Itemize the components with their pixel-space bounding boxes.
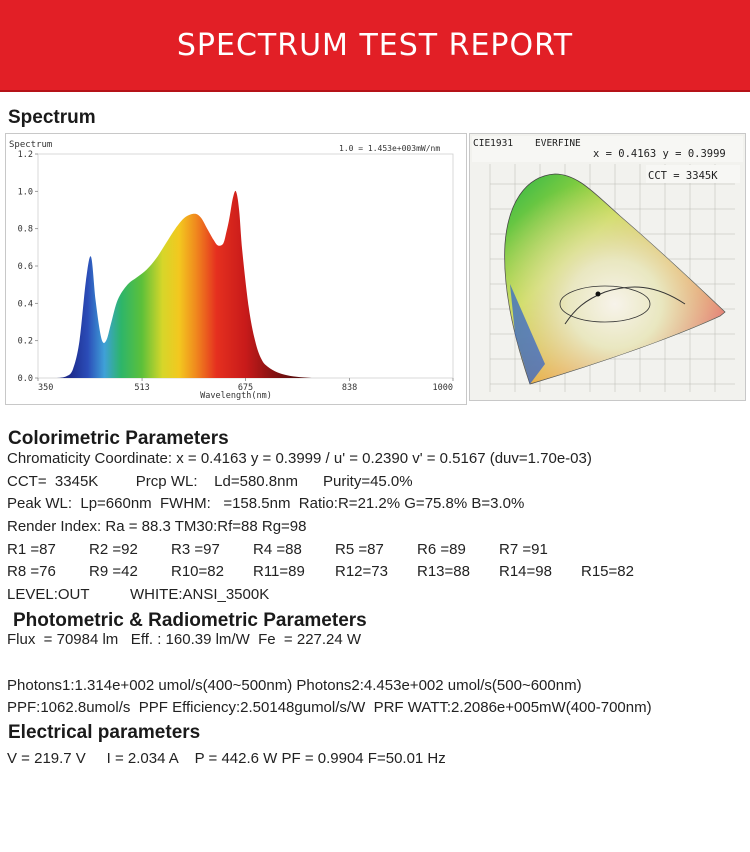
chromaticity-line: Chromaticity Coordinate: x = 0.4163 y = 0.3999 / u' = 0.2390 v' = 0.5167 (duv=1.70e-03) bbox=[7, 450, 592, 467]
y-tick-label: 1.2 bbox=[17, 150, 33, 160]
report-title: SPECTRUM TEST REPORT bbox=[176, 28, 574, 63]
spectrum-curve bbox=[57, 191, 312, 378]
chart-title: Spectrum bbox=[9, 140, 53, 150]
cie-svg bbox=[470, 134, 745, 400]
r-value: R14=98 bbox=[499, 563, 552, 580]
colorimetric-heading: Colorimetric Parameters bbox=[8, 428, 229, 449]
r-value: R12=73 bbox=[335, 563, 388, 580]
white-label: WHITE:ANSI_3500K bbox=[130, 586, 270, 603]
photons-line: Photons1:1.314e+002 umol/s(400~500nm) Photons2:4.453e+002 umol/s(500~600nm) bbox=[7, 677, 582, 694]
y-tick-label: 0.6 bbox=[17, 262, 33, 272]
cie-coordinates: x = 0.4163 y = 0.3999 bbox=[593, 148, 726, 160]
cie-cct: CCT = 3345K bbox=[648, 170, 718, 182]
y-tick-label: 0.0 bbox=[17, 374, 33, 384]
photometric-heading: Photometric & Radiometric Parameters bbox=[13, 610, 367, 631]
scale-annotation: 1.0 = 1.453e+003mW/nm bbox=[339, 144, 441, 153]
y-tick-label: 1.0 bbox=[17, 187, 33, 198]
y-tick-label: 0.8 bbox=[17, 224, 33, 235]
r-value: R7 =91 bbox=[499, 541, 548, 558]
y-axis bbox=[18, 150, 38, 384]
r-value: R5 =87 bbox=[335, 541, 384, 558]
measured-point bbox=[596, 292, 601, 297]
electrical-heading: Electrical parameters bbox=[8, 722, 201, 743]
spectrum-chart bbox=[5, 133, 467, 405]
r-value: R3 =97 bbox=[171, 541, 220, 558]
r-value: R6 =89 bbox=[417, 541, 466, 558]
level-label: LEVEL:OUT bbox=[7, 586, 90, 603]
r-value: R11=89 bbox=[253, 563, 305, 580]
peak-line: Peak WL: Lp=660nm FWHM: =158.5nm Ratio:R=21.2% G=75.8% B=3.0% bbox=[7, 495, 525, 512]
x-tick-label: 350 bbox=[38, 383, 54, 393]
report-banner bbox=[0, 0, 750, 92]
cie-title: CIE1931 bbox=[473, 138, 514, 149]
x-tick-label: 838 bbox=[341, 383, 358, 393]
y-tick-label: 0.2 bbox=[17, 336, 33, 347]
r-value: R8 =76 bbox=[7, 563, 56, 580]
cie-diagram bbox=[469, 133, 746, 401]
r-value: R10=82 bbox=[171, 563, 224, 580]
x-tick-label: 1000 bbox=[432, 383, 453, 393]
electrical-line: V = 219.7 V I = 2.034 A P = 442.6 W PF = 0.9904 F=50.01 Hz bbox=[7, 750, 446, 767]
r-value: R15=82 bbox=[581, 563, 634, 580]
spectrum-svg bbox=[6, 134, 466, 404]
r-value: R4 =88 bbox=[253, 541, 302, 558]
x-tick-label: 675 bbox=[237, 383, 254, 393]
r-value: R1 =87 bbox=[7, 541, 56, 558]
ppf-line: PPF:1062.8umol/s PPF Efficiency:2.50148gumol/s/W PRF WATT:2.2086e+005mW(400-700nm) bbox=[7, 699, 652, 716]
flux-line: Flux = 70984 lm Eff. : 160.39 lm/W Fe = 227.24 W bbox=[7, 631, 362, 648]
render-index-line: Render Index: Ra = 88.3 TM30:Rf=88 Rg=98 bbox=[7, 518, 307, 535]
x-axis-label: Wavelength(nm) bbox=[200, 391, 272, 401]
cie-brand: EVERFINE bbox=[535, 138, 581, 149]
cct-line: CCT= 3345K Prcp WL: Ld=580.8nm Purity=45.0% bbox=[7, 473, 413, 490]
r-value: R2 =92 bbox=[89, 541, 138, 558]
r-value: R13=88 bbox=[417, 563, 470, 580]
y-tick-label: 0.4 bbox=[17, 299, 33, 310]
r-value: R9 =42 bbox=[89, 563, 138, 580]
x-tick-label: 513 bbox=[134, 383, 150, 393]
spectrum-heading: Spectrum bbox=[8, 107, 96, 128]
